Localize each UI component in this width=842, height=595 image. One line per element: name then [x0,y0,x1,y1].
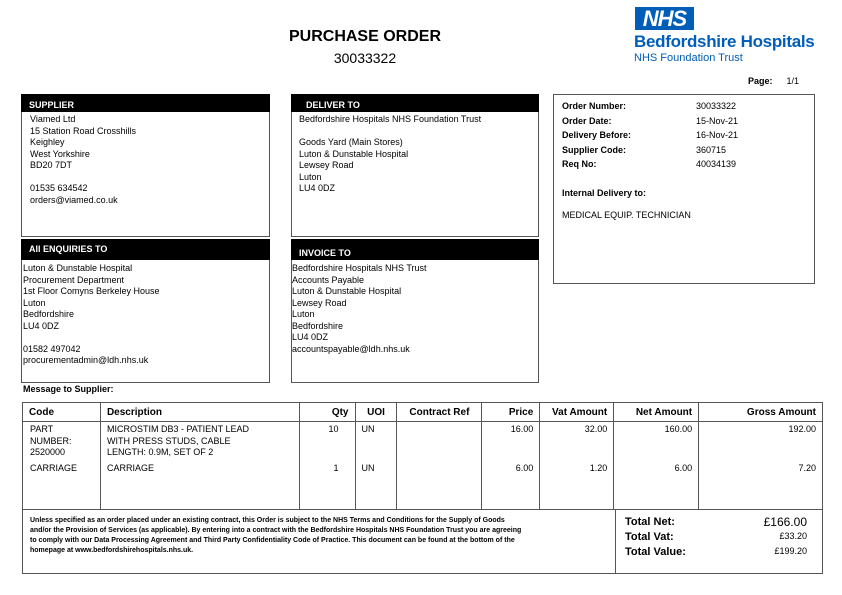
page-label: Page: [748,76,773,86]
order-number-value: 30033322 [696,101,737,111]
address-line: Bedfordshire [23,309,75,319]
total-vat-label: Total Vat: [625,531,674,543]
address-line: 01582 497042 [23,343,81,354]
req-no-value: 40034139 [696,159,737,169]
address-line: accountspayable@ldh.nhs.uk [292,343,410,354]
supplier-address [30,114,136,206]
col-gross-header: Gross Amount [699,403,823,422]
address-line: procurementadmin@ldh.nhs.uk [23,355,149,365]
address-line: orders@viamed.co.uk [30,194,118,205]
req-no-label: Req No: [562,159,597,169]
address-line: Bedfordshire [292,320,344,331]
col-net-header: Net Amount [614,403,699,422]
col-uoi-header: UOI [355,403,397,422]
deliver-address [299,114,481,195]
items-table [22,402,823,509]
total-net-label: Total Net: [625,516,675,528]
address-line: Luton [299,171,322,182]
col-price-header: Price [482,403,540,422]
address-line: Luton & Dunstable Hospital [299,148,409,159]
address-line: 15 Station Road Crosshills [30,125,137,136]
cell-code: CARRIAGE [23,461,101,510]
enquiries-address [23,263,160,367]
delivery-before-value: 16-Nov-21 [696,130,739,140]
deliver-heading: DELIVER TO [291,94,539,112]
cell-price: 6.00 [482,461,540,510]
total-net-value: £166.00 [763,515,807,529]
supplier-code-label: Supplier Code: [562,144,627,155]
total-value-value: £199.20 [774,546,807,556]
cell-contract [397,422,482,461]
invoice-address [292,263,427,355]
supplier-code-value: 360715 [696,144,727,155]
address-line: Luton [292,309,315,319]
cell-qty: 10 [299,422,355,461]
message-label: Message to Supplier: [23,384,114,394]
address-line [299,126,481,138]
internal-delivery-label: Internal Delivery to: [562,188,647,198]
nhs-logo: NHS [635,7,694,30]
address-line: 1st Floor Comyns Berkeley House [23,286,160,296]
invoice-heading: INVOICE TO [291,239,539,260]
table-row [23,422,823,461]
address-line: Lewsey Road [299,160,354,170]
address-line: Luton & Dunstable Hospital [292,286,402,296]
supplier-heading: SUPPLIER [21,94,270,112]
total-value-label: Total Value: [625,546,686,558]
cell-uoi: UN [355,422,397,461]
delivery-before-label: Delivery Before: [562,130,632,140]
col-code-header: Code [23,403,101,422]
col-description-header: Description [100,403,299,422]
address-line: Luton & Dunstable Hospital [23,263,133,273]
cell-code: PART NUMBER: 2520000 [23,422,101,461]
cell-qty: 1 [299,461,355,510]
cell-description: MICROSTIM DB3 - PATIENT LEAD WITH PRESS STUDS, CABLE LENGTH: 0.9M, SET OF 2 [100,422,299,461]
cell-contract [397,461,482,510]
address-line: Luton [23,297,46,308]
po-number: 30033322 [333,50,397,66]
address-line: Keighley [30,137,65,147]
enquiries-heading: All ENQUIRIES TO [21,239,270,260]
org-subtitle: NHS Foundation Trust [634,52,743,64]
address-line: Bedfordshire Hospitals NHS Foundation Trust [299,114,482,124]
address-line: Procurement Department [23,274,125,285]
cell-net: 6.00 [614,461,699,510]
address-line [30,172,136,184]
address-line: Viamed Ltd [30,114,76,124]
document-title: PURCHASE ORDER [288,28,441,45]
order-date-value: 15-Nov-21 [696,115,739,126]
address-line: Lewsey Road [292,297,347,308]
col-qty-header: Qty [299,403,355,422]
address-line: LU4 0DZ [292,332,329,342]
order-info-box [553,94,815,284]
order-date-label: Order Date: [562,115,612,126]
cell-uoi: UN [355,461,397,510]
org-name: Bedfordshire Hospitals [634,32,815,51]
address-line: 01535 634542 [30,183,88,193]
table-header-row [23,403,823,422]
terms-text: Unless specified as an order placed under an existing contract, this Order is subject to the NHS Terms and Conditions for the Supply of Goods and/or the Provision of Services (as applicable). By entering into a contract with the Bedfordshire Hospitals NHS Foundation Trust you are agreeing to comply with our Data Processing Agreement and Third Party Confidentiality Code of Practice. This document can be found at the bottom of the homepage at www.bedfordshirehospitals.nhs.uk. [30,517,522,554]
cell-description: CARRIAGE [100,461,299,510]
internal-delivery-value: MEDICAL EQUIP. TECHNICIAN [562,210,691,220]
col-contract-header: Contract Ref [397,403,482,422]
address-line: Accounts Payable [292,274,365,285]
address-line: Bedfordshire Hospitals NHS Trust [292,263,427,273]
address-line: LU4 0DZ [23,320,60,331]
page-indicator [748,76,799,86]
address-line: BD20 7DT [30,160,73,170]
cell-gross: 192.00 [699,422,823,461]
cell-price: 16.00 [482,422,540,461]
cell-gross: 7.20 [699,461,823,510]
order-number-label: Order Number: [562,101,627,111]
address-line [23,332,160,344]
address-line: LU4 0DZ [299,183,336,193]
address-line: Goods Yard (Main Stores) [299,137,403,147]
page-value: 1/1 [786,76,800,86]
cell-vat: 1.20 [540,461,614,510]
col-vat-header: Vat Amount [540,403,614,422]
address-line: West Yorkshire [30,148,90,159]
total-vat-value: £33.20 [779,531,807,541]
cell-net: 160.00 [614,422,699,461]
cell-vat: 32.00 [540,422,614,461]
table-row [23,461,823,510]
